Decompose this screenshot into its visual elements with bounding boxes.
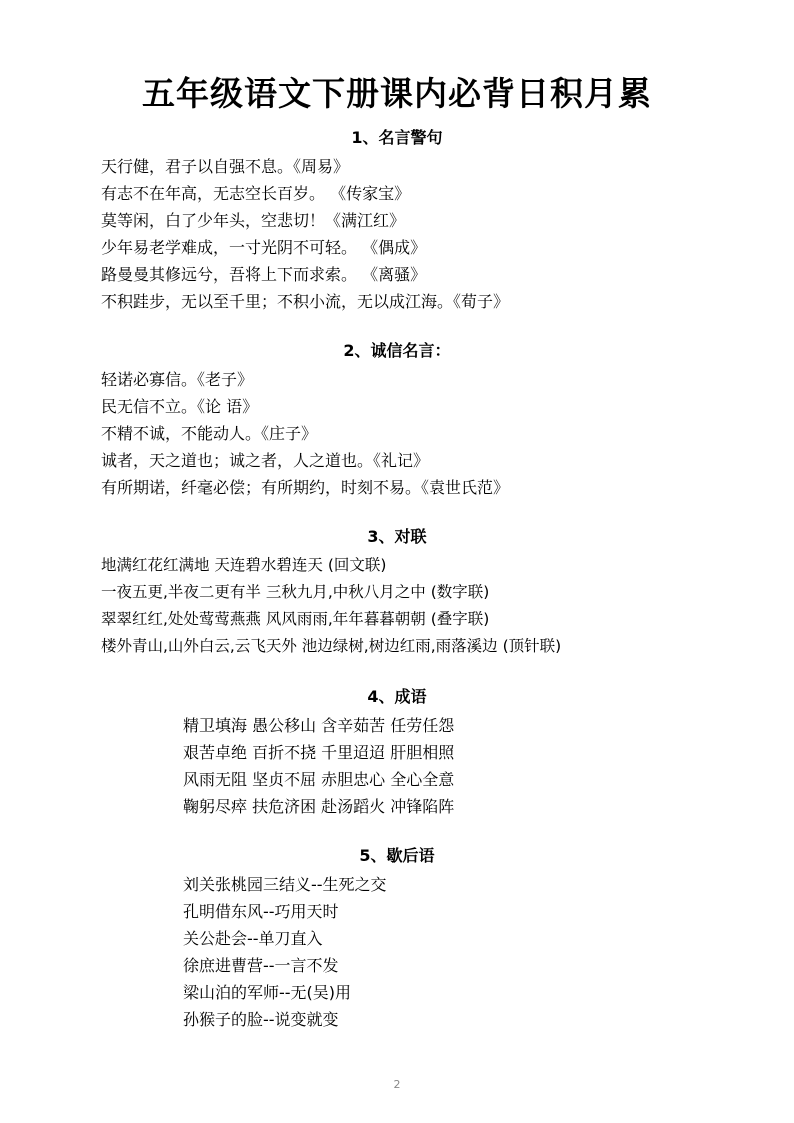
text-line: 天行健，君子以自强不息。《周易》 [101,157,350,176]
text-line: 风雨无阻 坚贞不屈 赤胆忠心 全心全意 [183,770,455,789]
text-line: 少年易老学难成，一寸光阴不可轻。 《偶成》 [101,238,427,257]
text-line: 精卫填海 愚公移山 含辛茹苦 任劳任怨 [183,716,455,735]
text-line: 孔明借东风--巧用天时 [183,902,339,921]
text-line: 有志不在年高，无志空长百岁。 《传家宝》 [101,184,411,203]
text-line: 一夜五更,半夜二更有半 三秋九月,中秋八月之中 (数字联) [101,583,490,601]
section-mingyan [0,125,794,315]
text-line: 鞠躬尽瘁 扶危济困 赴汤蹈火 冲锋陷阵 [183,797,455,816]
text-line: 孙猴子的脸--说变就变 [183,1010,339,1029]
page-title: 五年级语文下册课内必背日积月累 [142,74,652,113]
section-heading: 1、名言警句 [351,128,443,147]
text-line: 路曼曼其修远兮，吾将上下而求索。 《离骚》 [101,265,427,284]
text-line: 莫等闲，白了少年头，空悲切！《满江红》 [101,211,406,230]
text-line: 不精不诚，不能动人。《庄子》 [101,424,318,443]
text-line: 楼外青山,山外白云,云飞天外 池边绿树,树边红雨,雨落溪边 (顶针联) [101,637,562,655]
text-line: 艰苦卓绝 百折不挠 千里迢迢 肝胆相照 [183,743,455,762]
text-line: 有所期诺，纤毫必偿；有所期约，时刻不易。《袁世氏范》 [101,478,510,497]
text-line: 不积跬步，无以至千里；不积小流，无以成江海。《荀子》 [101,292,510,311]
section-heading: 3、对联 [367,527,427,546]
text-line: 刘关张桃园三结义--生死之交 [183,875,387,894]
text-line: 轻诺必寡信。《老子》 [101,370,254,389]
section-duilian [0,524,794,660]
text-line: 梁山泊的军师--无(吴)用 [183,983,352,1002]
text-line: 诚者，天之道也；诚之者，人之道也。《礼记》 [101,451,430,470]
text-line: 民无信不立。《论 语》 [101,397,259,416]
section-heading: 5、歇后语 [359,846,435,865]
text-line: 地满红花红满地 天连碧水碧连天 (回文联) [101,556,387,574]
section-heading: 4、成语 [367,687,427,706]
section-xiehouyu [0,843,794,1033]
page-number: 2 [393,1078,401,1091]
text-line: 翠翠红红,处处莺莺燕燕 风风雨雨,年年暮暮朝朝 (叠字联) [101,610,490,628]
section-chengyu [0,684,794,820]
section-chengxin [0,338,794,501]
section-heading: 2、诚信名言： [343,341,451,360]
text-line: 徐庶进曹营--一言不发 [183,956,339,975]
text-line: 关公赴会--单刀直入 [183,929,323,948]
